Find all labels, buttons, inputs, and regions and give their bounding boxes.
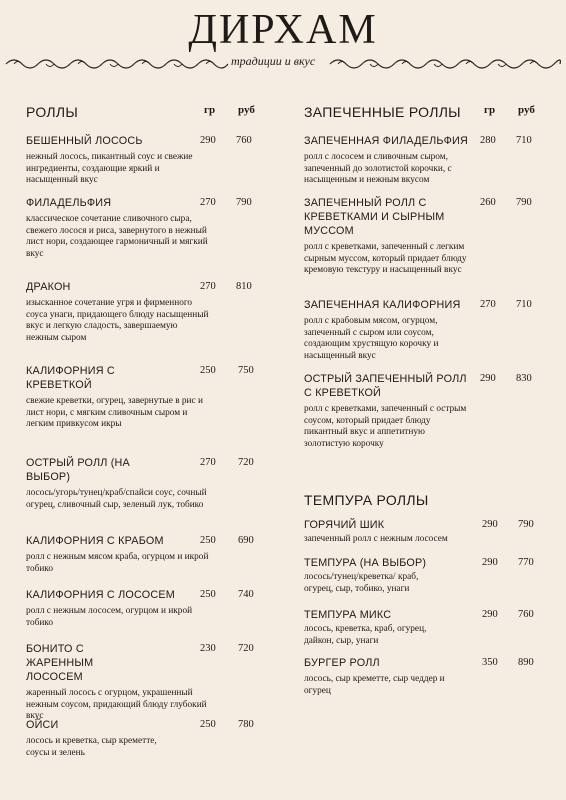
item-price: 720 [238, 457, 254, 468]
item-name: БОНИТО С ЖАРЕННЫМ ЛОСОСЕМ [26, 643, 94, 683]
weight-header: гр [204, 104, 216, 116]
item-weight: 260 [480, 197, 496, 208]
item-price: 830 [516, 373, 532, 384]
weight-header: гр [484, 104, 496, 116]
item-weight: 280 [480, 135, 496, 146]
price-header: руб [518, 104, 535, 116]
item-price: 790 [516, 197, 532, 208]
item-name: ДРАКОН [26, 281, 71, 293]
item-description: лосось, сыр креметте, сыр чеддер и огурец [304, 674, 445, 696]
brand-name: ДИРХАМ [188, 7, 378, 53]
item-name: ОСТРЫЙ РОЛЛ (НА ВЫБОР) [26, 457, 130, 483]
item-weight: 290 [482, 519, 498, 530]
left-column [26, 104, 268, 758]
section-title: ТЕМПУРА РОЛЛЫ [304, 492, 429, 508]
item-name: КАЛИФОРНИЯ С КРАБОМ [26, 535, 164, 547]
menu-item [26, 534, 268, 575]
item-name: ФИЛАДЕЛЬФИЯ [26, 197, 112, 209]
item-name: ЗАПЕЧЕННАЯ КАЛИФОРНИЯ [304, 299, 461, 311]
item-price: 760 [236, 135, 252, 146]
item-description: ролл с нежным лососем, огурцом и икрой тобико [26, 606, 193, 628]
item-description: жаренный лосось с огурцом, украшенный нежным соусом, придающий блюду глубокий вкус [26, 688, 207, 721]
item-price: 690 [238, 535, 254, 546]
item-weight: 270 [200, 281, 216, 292]
item-name: ОСТРЫЙ ЗАПЕЧЕННЫЙ РОЛЛ С КРЕВЕТКОЙ [304, 373, 467, 399]
menu-item [26, 280, 268, 344]
item-description: ролл с креветками, запеченный с острым соусом, который придает блюду пикантный вкус и аппетитную золотистую корочку [304, 404, 467, 449]
menu-item [26, 134, 268, 187]
menu-item [26, 588, 268, 629]
menu-item [304, 518, 540, 546]
menu-item [26, 364, 268, 431]
item-name: ГОРЯЧИЙ ШИК [304, 519, 385, 531]
item-description: ролл с крабовым мясом, огурцом, запеченный с сыром или соусом, создающим хрустящую корочку и насыщенный вкус [304, 316, 439, 361]
item-name: КАЛИФОРНИЯ С ЛОСОСЕМ [26, 589, 175, 601]
item-description: лосось и креветка, сыр креметте, соусы и зелень [26, 736, 157, 758]
item-weight: 250 [200, 365, 216, 376]
item-description: ролл с креветками, запеченный с легким сырным муссом, который придает блюду кремовую текстуру и насыщенный вкус [304, 242, 467, 275]
menu-item [26, 456, 268, 511]
item-name: ТЕМПУРА МИКС [304, 609, 392, 621]
item-weight: 230 [200, 643, 216, 654]
item-weight: 270 [200, 457, 216, 468]
item-price: 710 [516, 135, 532, 146]
item-weight: 290 [200, 135, 216, 146]
item-name: ОЙСИ [26, 719, 59, 731]
item-name: ТЕМПУРА (НА ВЫБОР) [304, 557, 427, 569]
item-weight: 250 [200, 719, 216, 730]
item-description: свежие креветки, огурец, завернутые в рис и лист нори, с мягким сливочным сыром и легким привкусом икры [26, 396, 203, 429]
section-title: ЗАПЕЧЕННЫЕ РОЛЛЫ [304, 104, 461, 120]
item-name: БЕШЕННЫЙ ЛОСОСЬ [26, 135, 143, 147]
right-ornament-divider [328, 56, 562, 72]
price-header: руб [238, 104, 255, 116]
left-ornament-divider [4, 56, 230, 72]
menu-item [26, 642, 268, 723]
item-description: лосось/тунец/креветка/ краб, огурец, сыр, тобико, унаги [304, 572, 419, 594]
item-weight: 270 [200, 197, 216, 208]
menu-item [304, 556, 540, 595]
item-price: 890 [518, 657, 534, 668]
menu-item [304, 196, 540, 277]
item-weight: 270 [480, 299, 496, 310]
item-name: КАЛИФОРНИЯ С КРЕВЕТКОЙ [26, 365, 115, 391]
menu-item [304, 608, 540, 647]
menu-item [26, 718, 268, 759]
item-price: 710 [516, 299, 532, 310]
section-title: РОЛЛЫ [26, 104, 79, 120]
item-price: 810 [236, 281, 252, 292]
menu-item [304, 134, 540, 187]
item-description: изысканное сочетание угря и фирменного соуса унаги, придающего блюду насыщенный вкус и легкую сладость, завершаемую нежным сыром [26, 298, 209, 343]
menu-item [304, 656, 540, 697]
item-price: 790 [518, 519, 534, 530]
menu-item [304, 372, 540, 450]
item-price: 750 [238, 365, 254, 376]
item-price: 760 [518, 609, 534, 620]
brand-tagline: традиции и вкус [231, 54, 316, 68]
item-weight: 350 [482, 657, 498, 668]
item-description: нежный лосось, пикантный соус и свежие ингредиенты, создающие яркий и насыщенный вкус [26, 152, 193, 185]
item-name: БУРГЕР РОЛЛ [304, 657, 380, 669]
item-weight: 290 [482, 609, 498, 620]
menu-item [304, 298, 540, 362]
item-weight: 290 [480, 373, 496, 384]
section-header-tempura [304, 492, 540, 516]
item-price: 790 [236, 197, 252, 208]
item-description: ролл с лососем и сливочным сыром, запеченный до золотистой корочки, с насыщенным и нежным вкусом [304, 152, 452, 185]
item-weight: 290 [482, 557, 498, 568]
item-description: лосось/угорь/тунец/краб/спайси соус, сочный огурец, сливочный сыр, зеленый лук, тобико [26, 488, 207, 510]
item-weight: 250 [200, 589, 216, 600]
item-description: классическое сочетание сливочного сыра, свежего лосося и риса, завернутого в нежный лист нори, создающее гармоничный и мягкий вкус [26, 214, 208, 259]
item-price: 740 [238, 589, 254, 600]
item-price: 780 [238, 719, 254, 730]
item-description: лосось, креветка, краб, огурец, дайкон, сыр, унаги [304, 624, 427, 646]
menu-item [26, 196, 268, 260]
section-header-rolls [26, 104, 268, 128]
item-price: 770 [518, 557, 534, 568]
item-weight: 250 [200, 535, 216, 546]
item-description: ролл с нежным мясом краба, огурцом и икрой тобико [26, 552, 209, 574]
item-description: запеченный ролл с нежным лососем [304, 534, 448, 544]
item-name: ЗАПЕЧЕННЫЙ РОЛЛ С КРЕВЕТКАМИ И СЫРНЫМ МУССОМ [304, 197, 445, 237]
right-column [304, 104, 540, 696]
item-name: ЗАПЕЧЕННАЯ ФИЛАДЕЛЬФИЯ [304, 135, 469, 147]
section-header-baked [304, 104, 540, 128]
item-price: 720 [238, 643, 254, 654]
